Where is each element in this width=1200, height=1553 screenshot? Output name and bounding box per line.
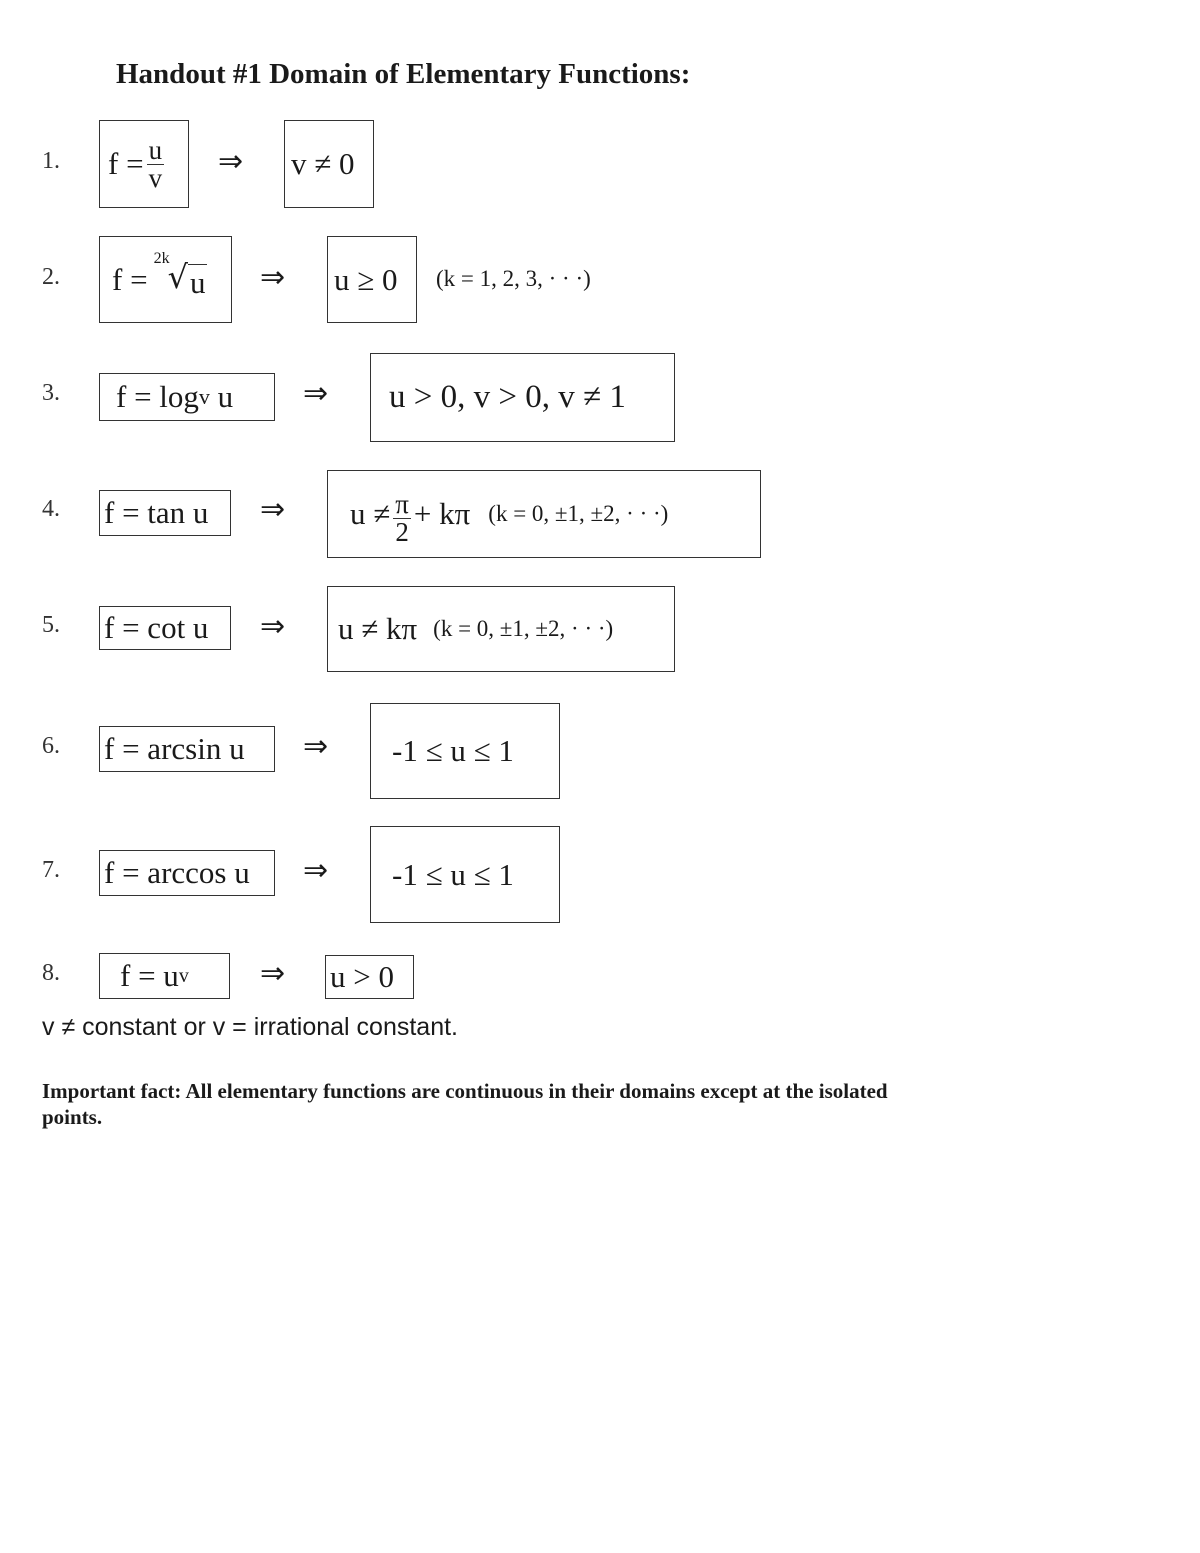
denominator: v xyxy=(148,162,163,193)
rule-8-condition: v ≠ constant or v = irrational constant. xyxy=(42,1013,459,1041)
radical-expression xyxy=(153,250,208,301)
implies-arrow: ⇒ xyxy=(260,260,286,295)
fraction xyxy=(147,134,165,193)
numerator: u xyxy=(148,134,163,165)
rule-number: 2. xyxy=(42,264,60,290)
radicand: u xyxy=(189,265,206,300)
function-box: f = arcsin u xyxy=(99,726,275,772)
page-title: Handout #1 Domain of Elementary Functions: xyxy=(116,58,691,90)
function-prefix: f = log xyxy=(116,379,199,414)
log-base: v xyxy=(198,384,210,409)
k-values-note: (k = 0, ±1, ±2, · · ·) xyxy=(488,501,669,526)
implies-arrow: ⇒ xyxy=(218,144,244,179)
domain-suffix: + kπ xyxy=(413,496,471,531)
pi-over-two xyxy=(393,488,411,547)
important-fact: Important fact: All elementary functions are continuous in their domains except at the isolated points. xyxy=(42,1079,888,1130)
domain-box xyxy=(327,586,675,672)
denominator: 2 xyxy=(395,516,409,547)
implies-arrow: ⇒ xyxy=(303,853,329,888)
rule-number: 1. xyxy=(42,148,60,174)
domain-box: u > 0, v > 0, v ≠ 1 xyxy=(370,353,675,442)
k-values-note: (k = 0, ±1, ±2, · · ·) xyxy=(433,616,614,641)
rule-number: 6. xyxy=(42,733,60,759)
rule-number: 8. xyxy=(42,960,60,986)
function-box xyxy=(99,373,275,421)
implies-arrow: ⇒ xyxy=(260,609,286,644)
function-box xyxy=(99,953,230,999)
function-box xyxy=(99,120,189,208)
implies-arrow: ⇒ xyxy=(260,956,286,991)
domain-prefix: u ≠ xyxy=(350,496,391,531)
k-values-note: (k = 1, 2, 3, · · ·) xyxy=(436,266,591,291)
radical-sign: √ xyxy=(167,258,188,296)
domain-box: u > 0 xyxy=(325,955,414,999)
function-prefix: f = u xyxy=(120,958,179,993)
function-box xyxy=(99,236,232,323)
function-prefix: f = xyxy=(112,261,148,297)
domain-box: u ≥ 0 xyxy=(327,236,417,323)
function-box: f = tan u xyxy=(99,490,231,536)
function-prefix: f = xyxy=(108,146,144,181)
rule-number: 7. xyxy=(42,857,60,883)
rule-number: 4. xyxy=(42,496,60,522)
implies-arrow: ⇒ xyxy=(260,492,286,527)
function-box: f = arccos u xyxy=(99,850,275,896)
implies-arrow: ⇒ xyxy=(303,376,329,411)
domain-box: -1 ≤ u ≤ 1 xyxy=(370,703,560,799)
numerator: π xyxy=(395,488,409,519)
exponent: v xyxy=(178,964,189,987)
function-box: f = cot u xyxy=(99,606,231,650)
rule-number: 5. xyxy=(42,612,60,638)
domain-box: v ≠ 0 xyxy=(284,120,374,208)
domain-box: -1 ≤ u ≤ 1 xyxy=(370,826,560,923)
function-argument: u xyxy=(217,379,234,414)
implies-arrow: ⇒ xyxy=(303,729,329,764)
rule-number: 3. xyxy=(42,380,60,406)
root-index: 2k xyxy=(153,250,170,267)
domain-box xyxy=(327,470,761,558)
domain-expression: u ≠ kπ xyxy=(338,611,418,646)
